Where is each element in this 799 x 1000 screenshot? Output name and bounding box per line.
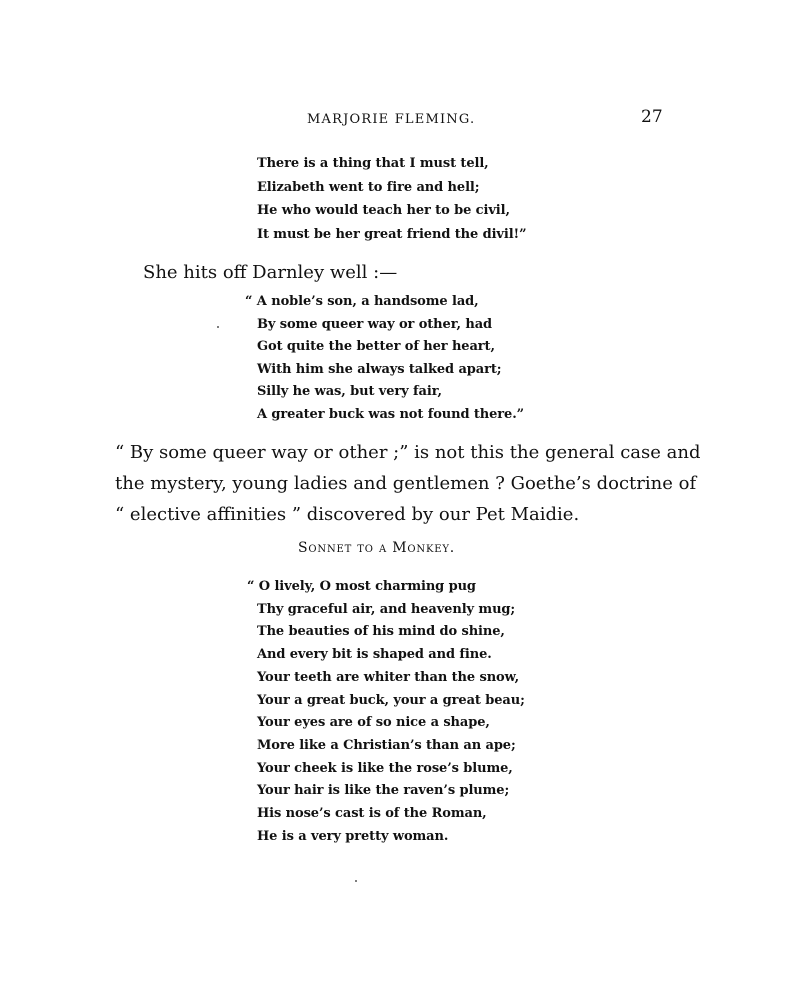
poem-line: There is a thing that I must tell, — [257, 156, 489, 171]
commentary-line: the mystery, young ladies and gentlemen ? Goethe’s doctrine of — [115, 473, 697, 494]
poem-line: And every bit is shaped and fine. — [257, 647, 492, 663]
poem-line: Your hair is like the raven’s plume; — [257, 783, 510, 799]
poem-line: Elizabeth went to fire and hell; — [257, 179, 480, 195]
poem-line: A greater buck was not found there.” — [257, 406, 525, 422]
poem-line: With him she always talked apart; — [257, 361, 502, 377]
poem-line: Your eyes are of so nice a shape, — [257, 715, 490, 731]
page-number: 27 — [641, 107, 663, 127]
poem-line: It must be her great friend the divil!” — [257, 226, 527, 242]
poem-line: “ O lively, O most charming pug — [247, 579, 476, 594]
poem-line: Got quite the better of her heart, — [257, 339, 495, 355]
poem-line: By some queer way or other, had — [257, 316, 493, 332]
poem-line: “ A noble’s son, a handsome lad, — [245, 294, 479, 309]
print-speck — [217, 326, 219, 328]
poem-line: Thy graceful air, and heavenly mug; — [257, 601, 516, 617]
intro-sentence: She hits off Darnley well :— — [143, 262, 398, 283]
poem-line: Silly he was, but very fair, — [257, 384, 442, 400]
poem-line: His nose’s cast is of the Roman, — [257, 806, 487, 822]
poem-line: He who would teach her to be civil, — [257, 203, 510, 218]
running-head — [0, 107, 799, 134]
commentary-line: “ elective affinities ” discovered by our Pet Maidie. — [115, 504, 580, 525]
poem-sonnet — [247, 576, 525, 848]
poem-darnley — [245, 291, 524, 427]
commentary-paragraph — [115, 437, 701, 530]
poem-line: The beauties of his mind do shine, — [257, 624, 505, 640]
poem-line: Your cheek is like the rose’s blume, — [257, 760, 513, 776]
poem-line: He is a very pretty woman. — [257, 828, 449, 844]
commentary-line: “ By some queer way or other ;” is not this the general case and — [115, 442, 701, 463]
poem-line: Your a great buck, your a great beau; — [257, 692, 525, 708]
poem-line: More like a Christian’s than an ape; — [257, 737, 516, 753]
poem-line: Your teeth are whiter than the snow, — [257, 669, 520, 685]
poem-elizabeth — [257, 152, 527, 246]
running-title: MARJORIE FLEMING. — [307, 112, 476, 127]
sonnet-title: Sonnet to a Monkey. — [298, 540, 456, 556]
print-speck — [355, 880, 357, 882]
